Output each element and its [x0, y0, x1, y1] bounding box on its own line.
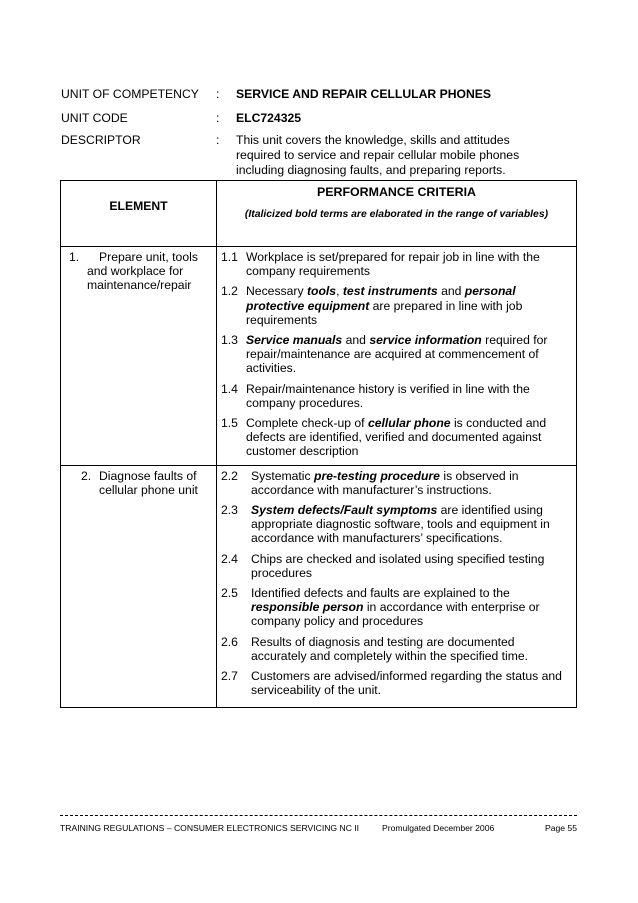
element-text — [61, 247, 216, 293]
footer-date: Promulgated December 2006 — [382, 823, 495, 833]
descriptor-value — [236, 133, 519, 178]
criterion-number: 2.6 — [221, 634, 238, 649]
element-header: ELEMENT — [61, 181, 217, 247]
criterion-item — [221, 250, 568, 278]
descriptor-line: This unit covers the knowledge, skills and attitudes — [236, 133, 510, 147]
criterion-item — [221, 382, 568, 410]
criterion-fragment: Complete check-up of — [246, 416, 368, 431]
criterion-number: 1.4 — [221, 381, 238, 396]
descriptor-label: DESCRIPTOR — [61, 133, 141, 147]
colon: : — [216, 133, 220, 147]
criteria-subheader: (Italicized bold terms are elaborated in the range of variables) — [244, 209, 549, 221]
criteria-header-cell — [217, 181, 577, 247]
criterion-text — [246, 416, 568, 459]
criterion-fragment: Results of diagnosis and testing are documented accurately and completely within the specified time. — [251, 634, 529, 663]
unit-code-value: ELC724325 — [236, 111, 302, 125]
criterion-fragment: , — [336, 284, 343, 299]
competency-table — [60, 180, 577, 708]
element-line: Diagnose faults of — [99, 468, 197, 483]
range-term: System defects/Fault symptoms — [251, 503, 438, 518]
criterion-fragment: Chips are checked and isolated using specified testing procedures — [251, 551, 545, 580]
criterion-text — [251, 552, 568, 580]
criterion-text — [246, 284, 568, 327]
criterion-number: 1.5 — [221, 416, 238, 431]
element-text — [61, 466, 216, 497]
criterion-fragment: Identified defects and faults are explained to the — [251, 586, 510, 601]
element-number: 1. — [69, 250, 80, 264]
criterion-number: 2.7 — [221, 669, 238, 684]
criterion-fragment: Customers are advised/informed regarding the status and serviceability of the unit. — [251, 669, 562, 698]
criterion-fragment: are prepared in line with job requirements — [246, 298, 523, 327]
table-header-row — [61, 181, 577, 247]
criterion-fragment: and — [342, 333, 370, 348]
criterion-number: 2.4 — [221, 551, 238, 566]
criteria-cell — [217, 465, 577, 708]
criterion-fragment: and — [437, 284, 465, 299]
descriptor-line: including diagnosing faults, and preparing reports. — [236, 163, 506, 177]
criterion-text — [251, 469, 568, 497]
unit-of-competency-label: UNIT OF COMPETENCY — [61, 87, 199, 101]
element-cell — [61, 465, 217, 708]
footer-title: TRAINING REGULATIONS – CONSUMER ELECTRONICS SERVICING NC II — [60, 823, 360, 833]
range-term: personal protective equipment — [246, 284, 516, 313]
criterion-number: 2.3 — [221, 503, 238, 518]
criterion-text — [251, 669, 568, 697]
footer-divider — [60, 815, 577, 816]
criterion-number: 2.5 — [221, 586, 238, 601]
criterion-item — [221, 469, 568, 497]
criterion-item — [221, 586, 568, 629]
criterion-fragment: Systematic — [251, 468, 314, 483]
criterion-number: 1.1 — [221, 250, 238, 264]
criterion-text — [251, 586, 568, 629]
criterion-text — [246, 333, 568, 376]
unit-of-competency-value: SERVICE AND REPAIR CELLULAR PHONES — [236, 87, 492, 101]
criterion-fragment: in accordance with enterprise or company policy and procedures — [251, 600, 540, 629]
table-row — [61, 247, 577, 466]
colon: : — [216, 87, 220, 101]
criterion-fragment: is observed in accordance with manufacturer’s instructions. — [251, 468, 519, 497]
range-term: service information — [369, 333, 482, 348]
criterion-fragment: is conducted and defects are identified, verified and documented against customer description — [246, 416, 547, 459]
element-line: Prepare unit, tools — [99, 250, 198, 264]
criterion-item — [221, 416, 568, 459]
element-number: 2. — [81, 468, 92, 483]
range-term: cellular phone — [367, 416, 451, 431]
element-line: cellular phone unit — [99, 482, 198, 497]
criterion-item — [221, 669, 568, 697]
criteria-cell — [217, 247, 577, 466]
criterion-fragment: required for repair/maintenance are acquired at commencement of activities. — [246, 333, 548, 376]
element-line: and workplace for — [87, 264, 184, 279]
criterion-item — [221, 333, 568, 376]
criteria-header: PERFORMANCE CRITERIA — [316, 185, 476, 199]
range-term: responsible person — [251, 600, 364, 615]
criterion-item — [221, 284, 568, 327]
criterion-fragment: Repair/maintenance history is verified in line with the company procedures. — [246, 381, 530, 410]
criterion-number: 1.3 — [221, 333, 238, 348]
range-term: Service manuals — [246, 333, 343, 348]
colon: : — [216, 111, 220, 125]
criterion-number: 2.2 — [221, 468, 238, 483]
element-line: maintenance/repair — [87, 278, 192, 293]
unit-code-label: UNIT CODE — [61, 111, 128, 125]
criterion-number: 1.2 — [221, 284, 238, 299]
criterion-item — [221, 552, 568, 580]
range-term: test instruments — [342, 284, 438, 299]
descriptor-line: required to service and repair cellular mobile phones — [236, 148, 520, 162]
page-number: Page 55 — [544, 823, 577, 833]
criterion-fragment: Workplace is set/prepared for repair job in line with the company requirements — [246, 250, 540, 279]
criterion-text — [251, 503, 568, 546]
criterion-text — [251, 635, 568, 663]
criterion-item — [221, 635, 568, 663]
criterion-text — [246, 250, 568, 278]
element-cell — [61, 247, 217, 466]
range-term: pre-testing procedure — [314, 468, 440, 483]
criterion-fragment: are identified using appropriate diagnostic software, tools and equipment in accordance with manufacturers’ specifications. — [251, 503, 550, 546]
criterion-text — [246, 382, 568, 410]
range-term: tools — [306, 284, 337, 299]
criterion-item — [221, 503, 568, 546]
table-row — [61, 465, 577, 708]
criterion-fragment: Necessary — [246, 284, 307, 299]
